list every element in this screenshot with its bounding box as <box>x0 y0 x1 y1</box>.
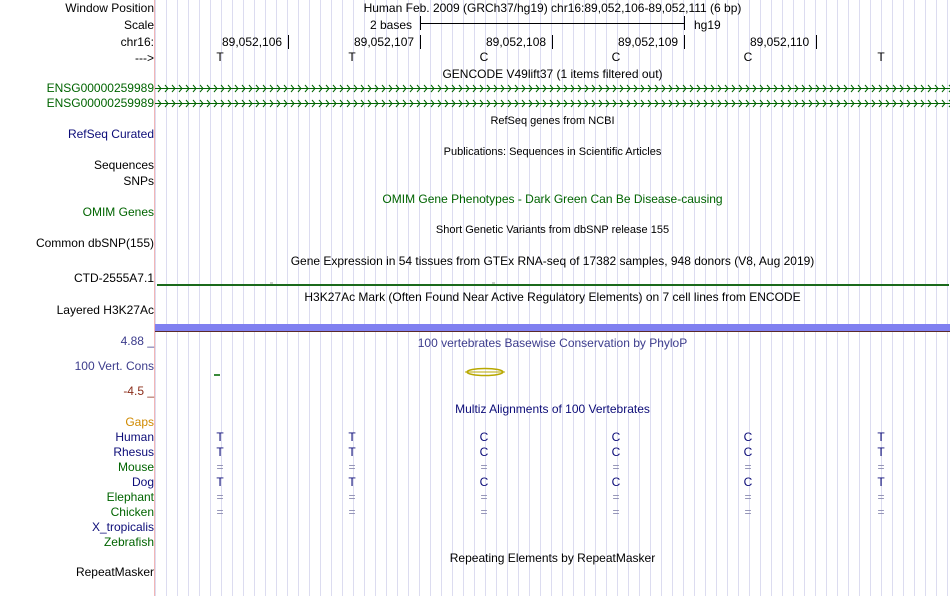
species-base: T <box>348 430 356 444</box>
species-base: = <box>744 490 752 504</box>
species-base: T <box>216 445 224 459</box>
pubs-track-title[interactable]: Publications: Sequences in Scientific Articles <box>443 146 662 158</box>
species-base: T <box>348 445 356 459</box>
species-base: C <box>479 430 489 444</box>
species-zebrafish-label: Zebrafish <box>103 535 154 549</box>
position-label: 89,052,107 <box>354 35 415 49</box>
gtex-marks <box>270 280 510 284</box>
species-base: C <box>611 445 621 459</box>
gaps-label[interactable]: Gaps <box>125 415 154 429</box>
species-chicken-label: Chicken <box>110 505 154 519</box>
chrom-label: chr16: <box>120 35 154 49</box>
species-mouse-label: Mouse <box>117 460 154 474</box>
species-rhesus-label: Rhesus <box>113 445 154 459</box>
species-dog-label: Dog <box>131 475 154 489</box>
species-base: T <box>348 475 356 489</box>
species-xtropicalis-label: X_tropicalis <box>91 520 154 534</box>
h3k27ac-baseline <box>155 331 950 332</box>
species-base: C <box>479 445 489 459</box>
dbsnp-label[interactable]: Common dbSNP(155) <box>35 236 154 250</box>
species-base: T <box>877 445 885 459</box>
h3k27ac-track-title[interactable]: H3K27Ac Mark (Often Found Near Active Regulatory Elements) on 7 cell lines from ENCODE <box>304 290 801 304</box>
gencode-feature-2[interactable] <box>155 98 950 109</box>
refseq-label[interactable]: RefSeq Curated <box>67 127 154 141</box>
phylop-label[interactable]: 100 Vert. Cons <box>74 359 154 373</box>
species-base: C <box>743 445 753 459</box>
multiz-track-title[interactable]: Multiz Alignments of 100 Vertebrates <box>455 402 650 416</box>
species-human-label: Human <box>115 430 154 444</box>
h3k27ac-signal-bar[interactable] <box>155 324 950 331</box>
position-tick <box>420 35 421 49</box>
species-base: = <box>216 490 224 504</box>
ref-base: C <box>743 50 753 64</box>
ref-base: C <box>611 50 621 64</box>
species-base: = <box>348 505 356 519</box>
species-base: T <box>877 430 885 444</box>
species-base: = <box>612 505 620 519</box>
position-tick <box>552 35 553 49</box>
species-base: = <box>216 460 224 474</box>
strand-label: ---> <box>135 51 154 65</box>
ref-base: C <box>479 50 489 64</box>
species-base: = <box>216 505 224 519</box>
species-base: = <box>480 490 488 504</box>
ref-base: T <box>348 50 356 64</box>
gtex-track-title[interactable]: Gene Expression in 54 tissues from GTEx RNA-seq of 17382 samples, 948 donors (V8, Aug 2019) <box>290 254 815 268</box>
species-base: T <box>877 475 885 489</box>
phylop-min-label: -4.5 _ <box>123 384 154 398</box>
species-base: T <box>216 475 224 489</box>
omim-label[interactable]: OMIM Genes <box>82 205 154 219</box>
scale-label: Scale <box>123 18 154 32</box>
species-base: = <box>480 505 488 519</box>
position-label: 89,052,109 <box>618 35 679 49</box>
position-tick <box>288 35 289 49</box>
species-base: = <box>877 490 885 504</box>
assembly-label: hg19 <box>694 18 721 32</box>
window-position-label: Window Position <box>65 1 154 15</box>
ref-base: T <box>216 50 224 64</box>
phylop-mark <box>214 374 220 376</box>
gtex-label[interactable]: CTD-2555A7.1 <box>73 271 154 285</box>
gencode-track-title[interactable]: GENCODE V49lift37 (1 items filtered out) <box>442 67 663 81</box>
species-base: = <box>348 490 356 504</box>
phylop-max-label: 4.88 _ <box>120 334 154 348</box>
h3k27ac-label[interactable]: Layered H3K27Ac <box>56 303 154 317</box>
species-elephant-label: Elephant <box>106 490 154 504</box>
omim-track-title[interactable]: OMIM Gene Phenotypes - Dark Green Can Be Disease-causing <box>382 192 723 206</box>
scale-bar <box>420 16 685 30</box>
dbsnp-track-title[interactable]: Short Genetic Variants from dbSNP release 155 <box>435 224 670 236</box>
species-base: = <box>877 505 885 519</box>
ref-base: T <box>877 50 885 64</box>
species-base: C <box>743 475 753 489</box>
species-base: C <box>611 430 621 444</box>
window-position-title: Human Feb. 2009 (GRCh37/hg19) chr16:89,052,106-89,052,111 (6 bp) <box>363 1 742 15</box>
species-base: = <box>744 460 752 474</box>
species-base: C <box>743 430 753 444</box>
species-base: = <box>348 460 356 474</box>
species-base: = <box>877 460 885 474</box>
species-base: = <box>480 460 488 474</box>
sequences-label[interactable]: Sequences <box>93 158 154 172</box>
refseq-track-title[interactable]: RefSeq genes from NCBI <box>490 115 615 127</box>
gencode-item-label-2[interactable]: ENSG00000259989 <box>46 96 154 110</box>
scale-text: 2 bases <box>370 18 413 32</box>
species-base: = <box>744 505 752 519</box>
species-base: T <box>216 430 224 444</box>
gencode-item-label-1[interactable]: ENSG00000259989 <box>46 81 154 95</box>
repeatmasker-label[interactable]: RepeatMasker <box>75 565 154 579</box>
species-base: C <box>479 475 489 489</box>
position-label: 89,052,110 <box>750 35 810 49</box>
position-label: 89,052,106 <box>222 35 283 49</box>
position-label: 89,052,108 <box>486 35 547 49</box>
species-base: = <box>612 460 620 474</box>
phylop-cursor-icon <box>465 366 507 381</box>
position-tick <box>816 35 817 49</box>
position-tick <box>684 35 685 49</box>
snps-label[interactable]: SNPs <box>123 174 154 188</box>
species-base: C <box>611 475 621 489</box>
gtex-feature-line[interactable] <box>157 284 949 286</box>
gencode-feature-1[interactable] <box>155 83 950 94</box>
repeatmasker-track-title[interactable]: Repeating Elements by RepeatMasker <box>449 551 656 565</box>
species-base: = <box>612 490 620 504</box>
phylop-track-title[interactable]: 100 vertebrates Basewise Conservation by PhyloP <box>417 336 688 350</box>
